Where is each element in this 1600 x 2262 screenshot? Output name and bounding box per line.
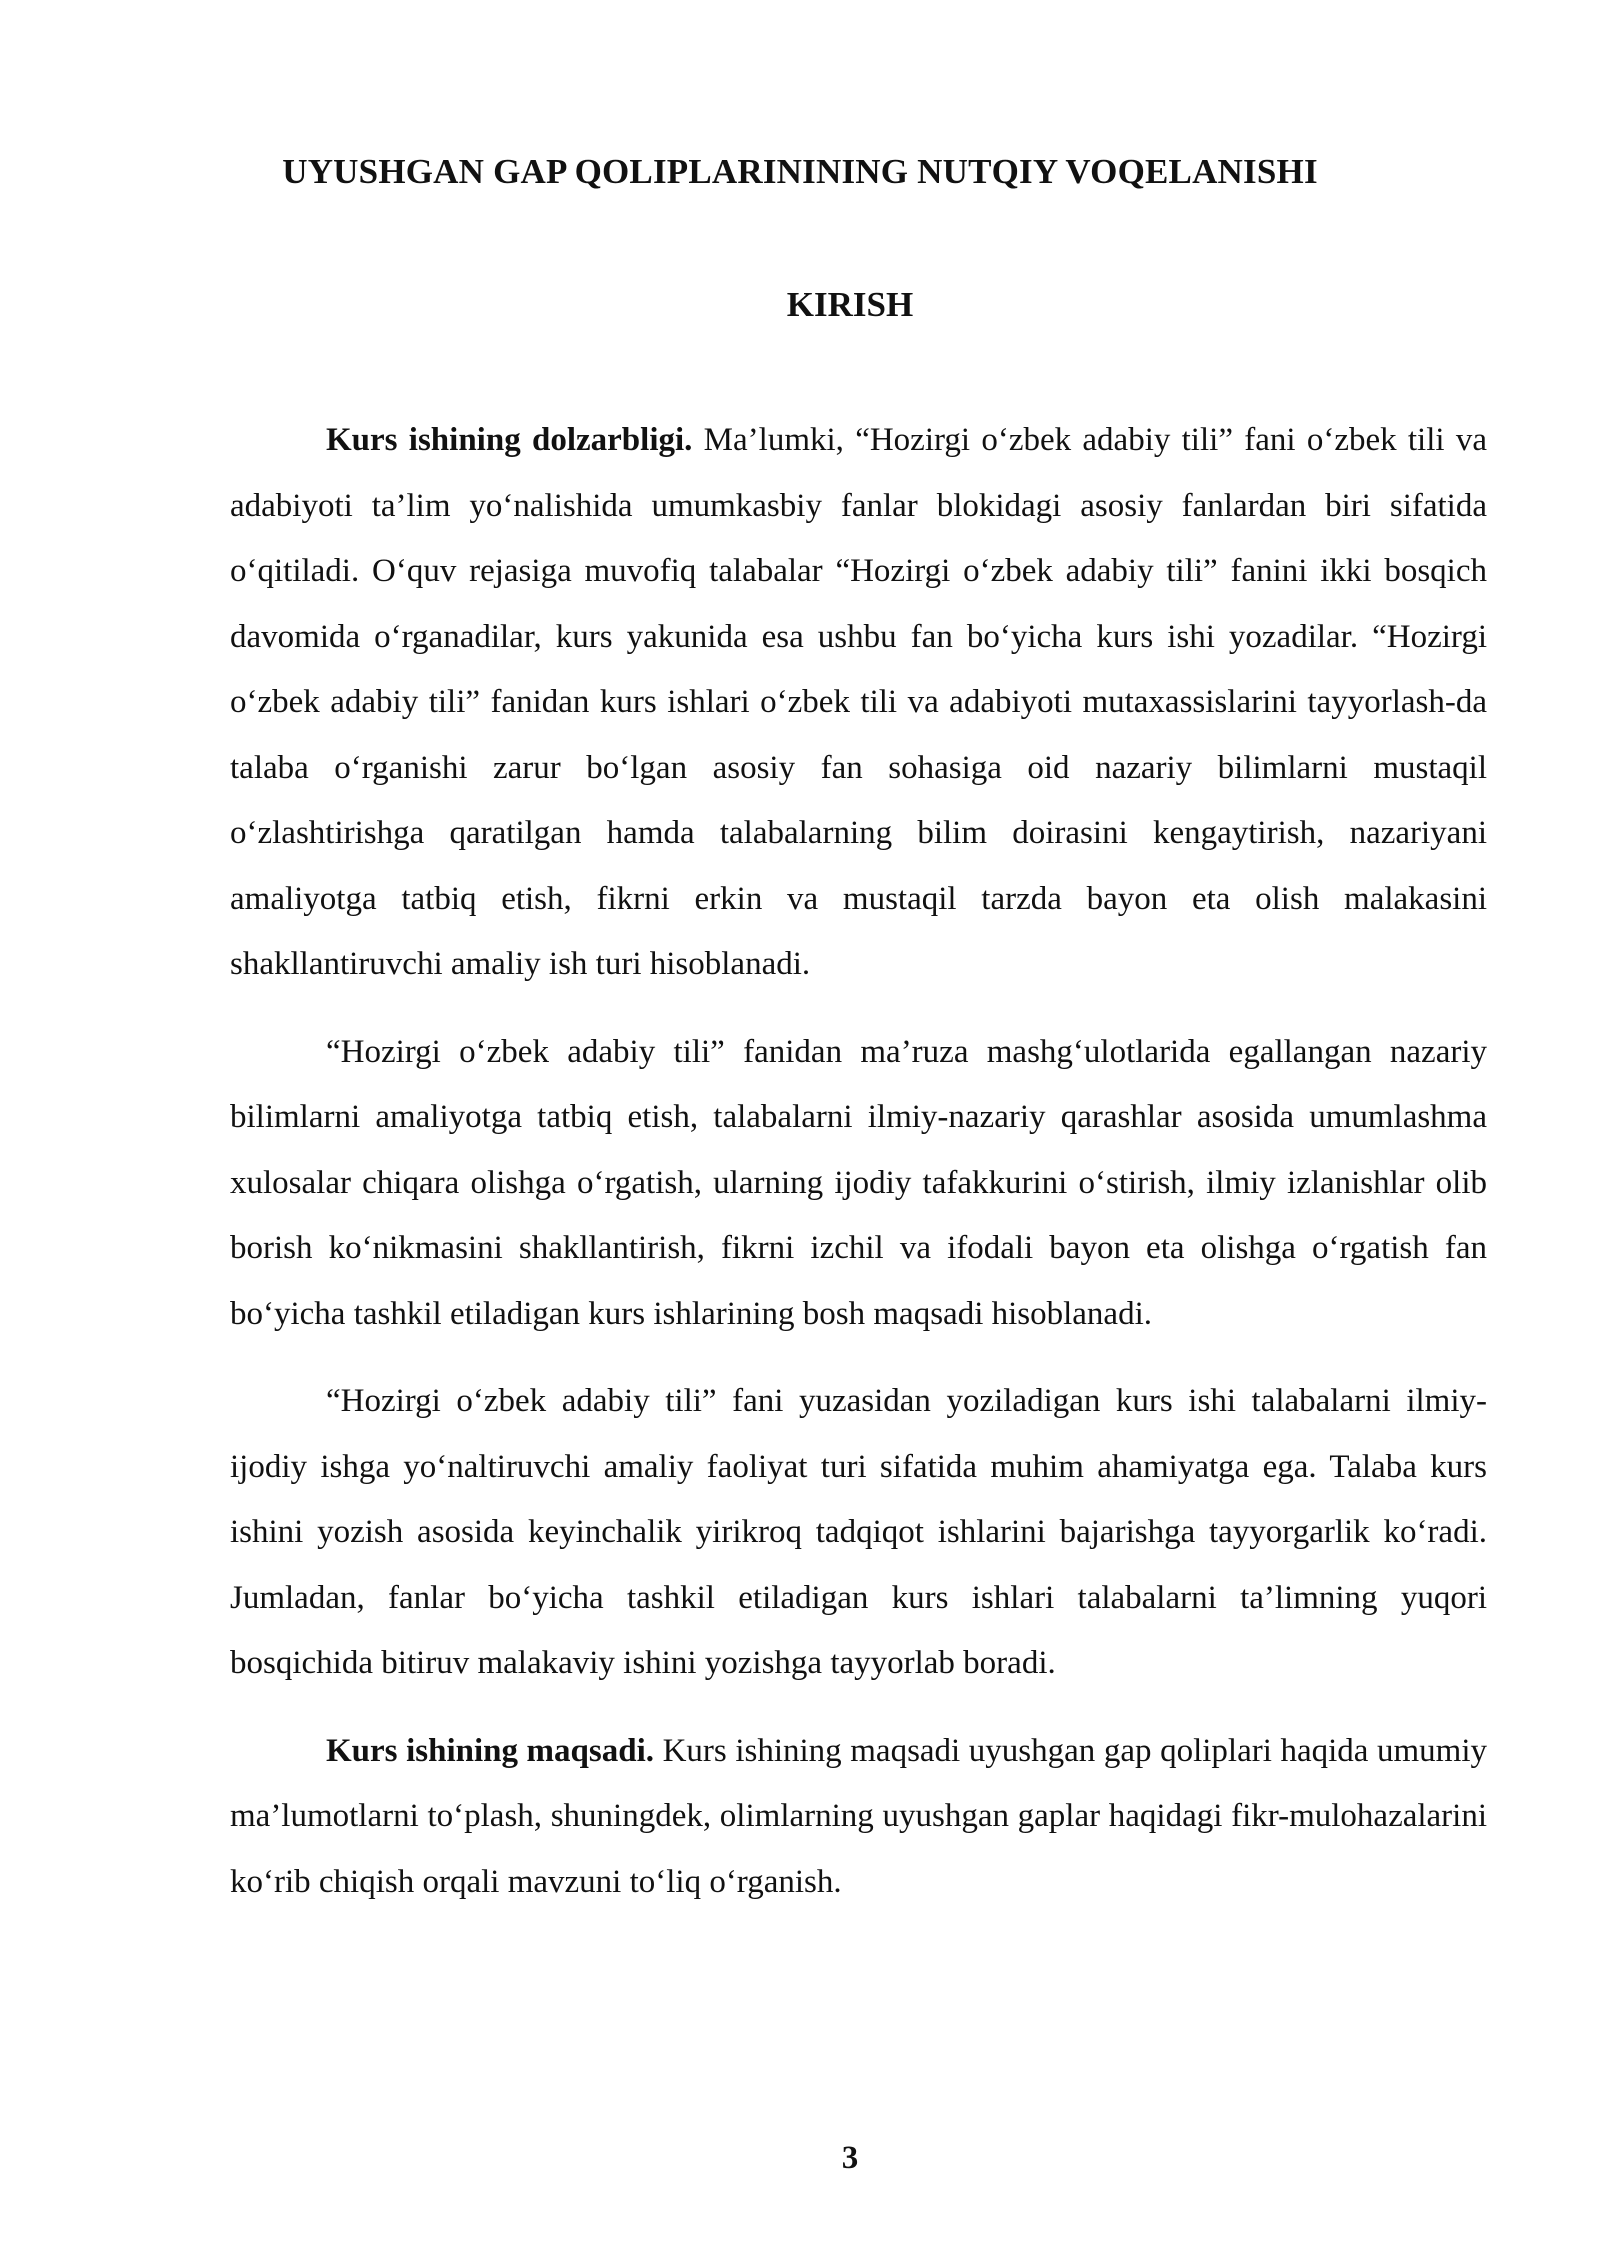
paragraph-text: “Hozirgi o‘zbek adabiy tili” fani yuzasidan yoziladigan kurs ishi talabalarni ilmiy-ijodiy ishga yo‘naltiruvchi amaliy faoliyat turi sifatida muhim ahamiyatga ega. Talaba kurs ishini yozish asosida keyinchalik yirikroq tadqiqot ishlarini bajarishga tayyorgarlik ko‘radi. Jumladan, fanlar bo‘yicha tashkil etiladigan kurs ishlari talabalarni ta’limning yuqori bosqichida bitiruv malakaviy ishini yozishga tayyorlab boradi.	[230, 1383, 1487, 1681]
paragraph-text: Ma’lumki, “Hozirgi o‘zbek adabiy tili” fani o‘zbek tili va adabiyoti ta’lim yo‘nalishida umumkasbiy fanlar blokidagi asosiy fanlardan biri sifatida o‘qitiladi. O‘quv rejasiga muvofiq talabalar “Hozirgi o‘zbek adabiy tili” fanini ikki bosqich davomida o‘rganadilar, kurs yakunida esa ushbu fan bo‘yicha kurs ishi yozadilar. “Hozirgi o‘zbek adabiy tili” fanidan kurs ishlari o‘zbek tili va adabiyoti mutaxassislarini tayyorlash-da talaba o‘rganishi zarur bo‘lgan asosiy fan sohasiga oid nazariy bilimlarni mustaqil o‘zlashtirishga qaratilgan hamda talabalarning bilim doirasini kengaytirish, nazariyani amaliyotga tatbiq etish, fikrni erkin va mustaqil tarzda bayon eta olish malakasini shakllantiruvchi amaliy ish turi hisoblanadi.	[230, 422, 1487, 982]
paragraph-lead: Kurs ishining dolzarbligi.	[326, 422, 693, 458]
section-heading: KIRISH	[786, 285, 914, 324]
paragraph-relevance	[230, 408, 1487, 998]
paragraph-text: Kurs ishining maqsadi uyushgan gap qoliplari haqida umumiy ma’lumotlarni to‘plash, shuningdek, olimlarning uyushgan gaplar haqidagi fikr-mulohazalarini ko‘rib chiqish orqali mavzuni to‘liq o‘rganish.	[230, 1732, 1488, 1900]
paragraph-text: “Hozirgi o‘zbek adabiy tili” fanidan ma’ruza mashg‘ulotlarida egallangan nazariy bilimlarni amaliyotga tatbiq etish, talabalarni ilmiy-nazariy qarashlar asosida umumlashma xulosalar chiqara olishga o‘rgatish, ularning ijodiy tafakkurini o‘stirish, ilmiy izlanishlar olib borish ko‘nikmasini shakllantirish, fikrni izchil va ifodali bayon eta olishga o‘rgatish fan bo‘yicha tashkil etiladigan kurs ishlarining bosh maqsadi hisoblanadi.	[230, 1033, 1487, 1332]
paragraph-lead: Kurs ishining maqsadi.	[326, 1732, 655, 1769]
paragraph-purpose	[230, 1719, 1487, 1916]
body-text	[230, 408, 1487, 1937]
paragraph-importance	[230, 1369, 1487, 1697]
document-title: UYUSHGAN GAP QOLIPLARININING NUTQIY VOQELANISHI	[282, 152, 1318, 191]
paragraph-goal-of-course-work	[230, 1020, 1487, 1348]
page-number: 3	[841, 2140, 859, 2176]
